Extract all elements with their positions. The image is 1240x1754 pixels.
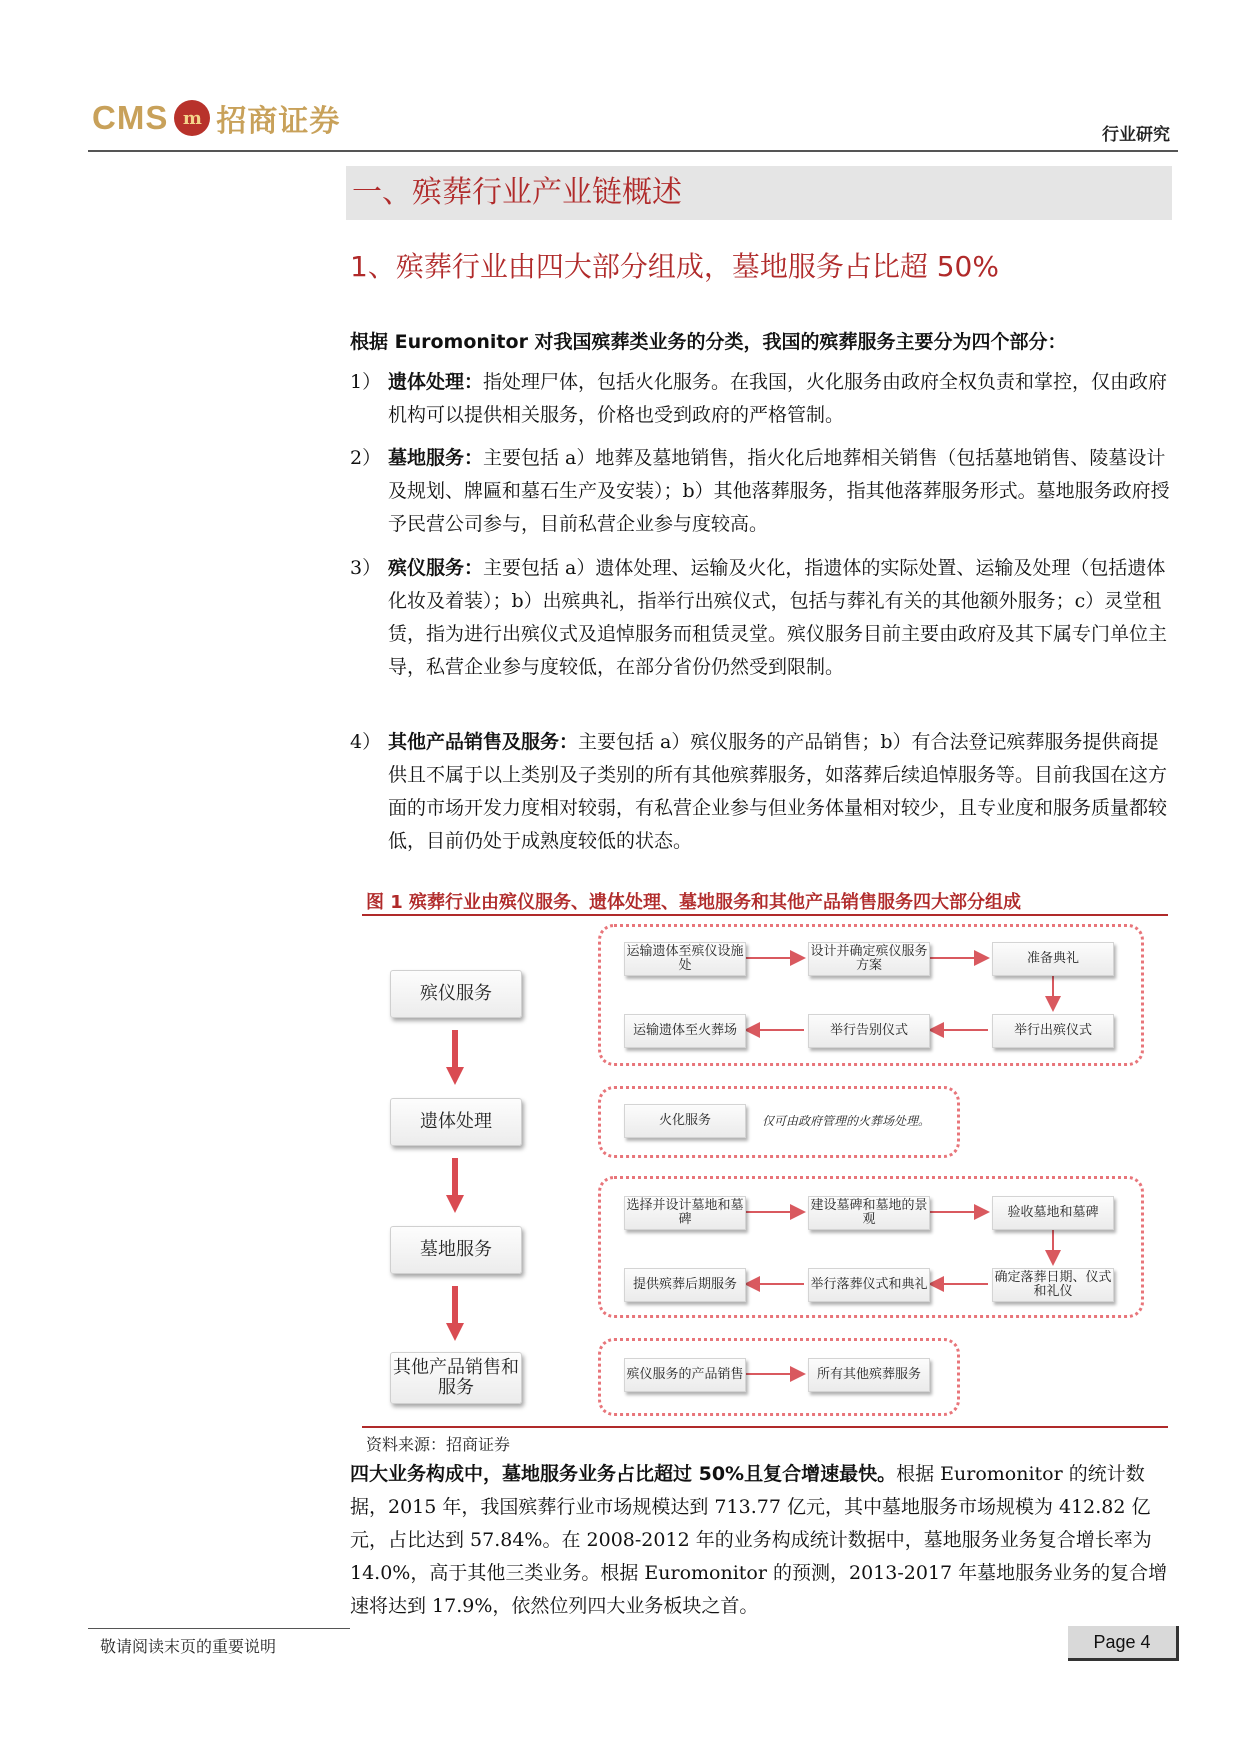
list-item-text: 指处理尸体，包括火化服务。在我国，火化服务由政府全权负责和掌控，仅由政府机构可以提供相关服务，价格也受到政府的严格管制。 [388, 371, 1168, 426]
step-box: 运输遗体至殡仪设施处 [624, 942, 746, 976]
figure-title: 图 1 殡葬行业由殡仪服务、遗体处理、墓地服务和其他产品销售服务四大部分组成 [366, 892, 1022, 913]
cremation-note: 仅可由政府管理的火葬场处理。 [762, 1114, 931, 1128]
list-item-number: 2） [350, 447, 382, 469]
list-item-number: 1） [350, 371, 382, 393]
body-paragraph-text: 根据 Euromonitor 的统计数据，2015 年，我国殡葬行业市场规模达到 713.77 亿元，其中墓地服务市场规模为 412.82 亿元，占比达到 57.84%。在 2008-2012 年的业务构成统计数据中，墓地服务业务复合增长率为 14.0%，高于其他三类业务。根据 Euromonitor 的预测，2013-2017 年墓地服务业务的复合增速将达到 17.9%，依然位列四大业务板块之首。 [350, 1463, 1168, 1617]
step-box: 举行告别仪式 [808, 1014, 930, 1048]
step-box: 建设墓碑和墓地的景观 [808, 1196, 930, 1230]
step-box: 验收墓地和墓碑 [992, 1196, 1114, 1230]
intro-paragraph: 根据 Euromonitor 对我国殡葬类业务的分类，我国的殡葬服务主要分为四个部分： [350, 331, 1067, 353]
report-type-label: 行业研究 [1102, 125, 1170, 145]
step-box: 举行落葬仪式和典礼 [808, 1268, 930, 1302]
step-box: 火化服务 [624, 1104, 746, 1138]
stage-other-products: 其他产品销售和服务 [390, 1352, 522, 1404]
list-item-label: 遗体处理： [388, 371, 484, 393]
step-box: 确定落葬日期、仪式和礼仪 [992, 1268, 1114, 1302]
list-item-label: 殡仪服务： [388, 557, 484, 579]
list-item-text: 主要包括 a）殡仪服务的产品销售；b）有合法登记殡葬服务提供商提供且不属于以上类别及子类别的所有其他殡葬服务，如落葬后续追悼服务等。目前我国在这方面的市场开发力度相对较弱，有私营企业参与但业务体量相对较少，且专业度和服务质量都较低，目前仍处于成熟度较低的状态。 [388, 731, 1168, 852]
step-box: 举行出殡仪式 [992, 1014, 1114, 1048]
list-item-label: 墓地服务： [388, 447, 484, 469]
section-title: 一、殡葬行业产业链概述 [352, 175, 682, 210]
list-item-number: 4） [350, 731, 382, 753]
list-item-number: 3） [350, 557, 382, 579]
figure-bottom-rule [362, 1426, 1168, 1428]
step-box: 准备典礼 [992, 942, 1114, 976]
logo-cms-text: CMS [92, 99, 169, 136]
figure-source: 资料来源：招商证券 [366, 1435, 511, 1454]
step-box: 设计并确定殡仪服务方案 [808, 942, 930, 976]
stage-funeral-service: 殡仪服务 [390, 970, 522, 1018]
step-box: 所有其他殡葬服务 [808, 1358, 930, 1392]
body-paragraph-lead: 四大业务构成中，墓地服务业务占比超过 50%且复合增速最快。 [350, 1463, 897, 1485]
stage-remains-handling: 遗体处理 [390, 1098, 522, 1146]
step-box: 选择并设计墓地和墓碑 [624, 1196, 746, 1230]
logo-cn-text: 招商证券 [216, 104, 341, 139]
step-box: 殡仪服务的产品销售 [624, 1358, 746, 1392]
body-paragraph [350, 1458, 1170, 1623]
stage-cemetery-service: 墓地服务 [390, 1226, 522, 1274]
step-box: 运输遗体至火葬场 [624, 1014, 746, 1048]
page-number: Page 4 [1068, 1626, 1179, 1661]
footer-notice: 敬请阅读末页的重要说明 [100, 1637, 277, 1656]
footer-divider [88, 1628, 350, 1629]
step-box: 提供殡葬后期服务 [624, 1268, 746, 1302]
list-item-text: 主要包括 a）地葬及墓地销售，指火化后地葬相关销售（包括墓地销售、陵墓设计及规划、牌匾和墓石生产及安装）；b）其他落葬服务，指其他落葬服务形式。墓地服务政府授予民营公司参与，目前私营企业参与度较高。 [388, 447, 1170, 535]
list-item-text: 主要包括 a）遗体处理、运输及火化，指遗体的实际处置、运输及处理（包括遗体化妆及着装）；b）出殡典礼，指举行出殡仪式，包括与葬礼有关的其他额外服务；c）灵堂租赁，指为进行出殡仪式及追悼服务而租赁灵堂。殡仪服务目前主要由政府及其下属专门单位主导，私营企业参与度较低，在部分省份仍然受到限制。 [388, 557, 1168, 678]
logo-seal-icon: m [174, 100, 210, 136]
list-item-label: 其他产品销售及服务： [388, 731, 579, 753]
subsection-title: 1、殡葬行业由四大部分组成，墓地服务占比超 50% [350, 250, 999, 283]
